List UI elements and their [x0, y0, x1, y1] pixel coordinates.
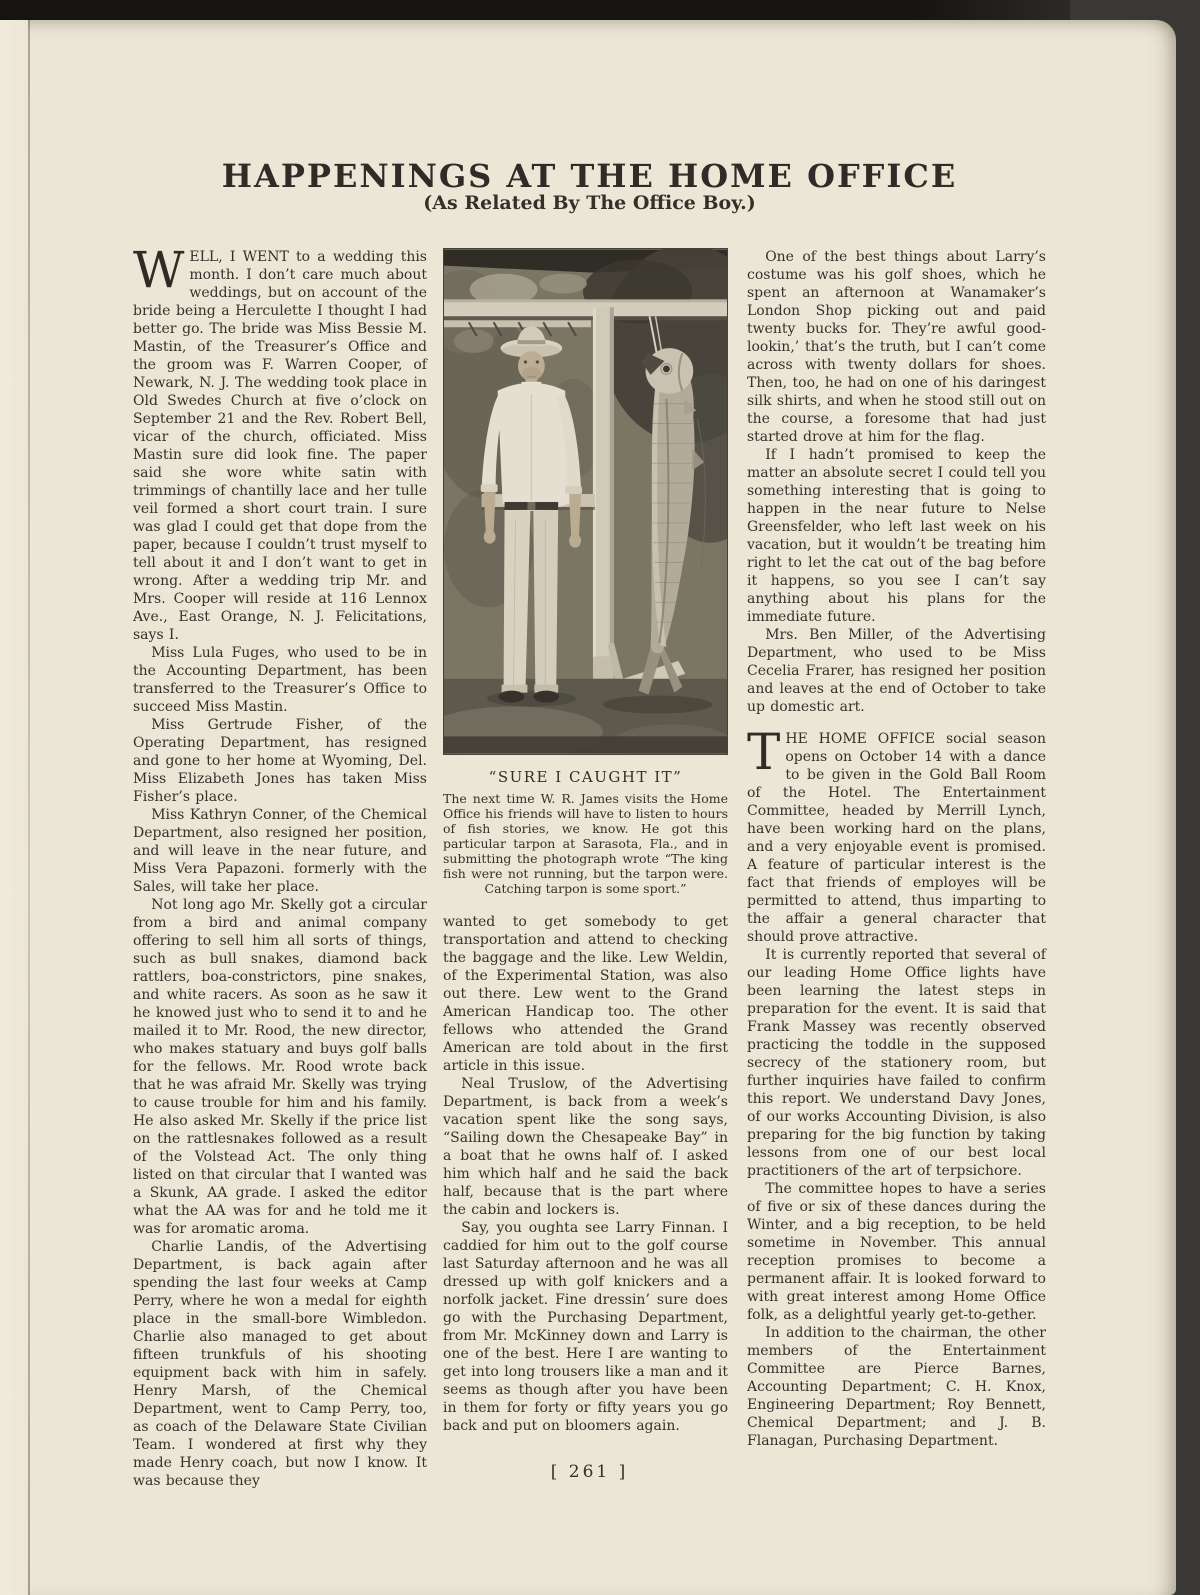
- lead-caps: ELL, I WENT: [189, 249, 289, 265]
- binding-shadow-bar: [0, 0, 1070, 20]
- page-edge: [0, 20, 28, 1595]
- paragraph: One of the best things about Larry’s costume was his golf shoes, which he spent an afternoon at Wanamaker’s London Shop picking out and paid twenty bucks for. They’re awful good-lookin,’ that’s the truth, but I can’t come across with twenty dollars for shoes. Then, too, he had on one of his daringest silk shirts, and when he stood still out on the course, a foresome that had just started drove at him for the flag.: [747, 249, 1046, 445]
- column-3: [747, 248, 1046, 1450]
- drop-cap-w: W: [133, 241, 185, 299]
- paragraph: Not long ago Mr. Skelly got a circular from a bird and animal company offering to sell him all sorts of things, such as bull snakes, diamond back rattlers, boa-constrictors, pine snakes, and white racers. As soon as he saw it he knowed just who to send it to and he mailed it to Mr. Rood, the new director, who makes statuary and buys golf balls for the fellows. Mr. Rood wrote back that he was afraid Mr. Skelly was trying to cause trouble for him and his family. He also asked Mr. Skelly if the price list on the rattlesnakes followed as a result of the Volstead Act. The only thing listed on that circular that I wanted was a Skunk, AA grade. I asked the editor what the AA was for and he told me it was for aromatic aroma.: [133, 897, 427, 1237]
- lead-caps: HE HOME OFFICE: [785, 731, 936, 747]
- paragraph: Neal Truslow, of the Advertising Department, is back from a week’s vacation spent like the song says, “Sailing down the Chesapeake Bay” in a boat that he owns half of. I asked him which half and he said the back half, because that is the part where the cabin and lockers is.: [443, 1076, 728, 1218]
- page-number: [ 261 ]: [550, 1462, 629, 1482]
- paragraph: wanted to get somebody to get transportation and attend to checking the baggage and the like. Lew Weldin, of the Experimental Station, was also out there. Lew went to the Grand American Handicap too. The other fellows who attended the Grand American are told about in the first article in this issue.: [443, 914, 728, 1074]
- drop-cap-t: T: [747, 723, 781, 781]
- paragraph: Miss Kathryn Conner, of the Chemical Department, also resigned her position, and will leave in the near future, and Miss Vera Papazoni. formerly with the Sales, will take her place.: [133, 807, 427, 895]
- page-title: HAPPENINGS AT THE HOME OFFICE: [221, 157, 958, 196]
- paragraph-text: to a wedding this month. I don’t care much about weddings, but on account of the bride being a Herculette I thought I had better go. The bride was Miss Bessie M. Mastin, of the Treasurer’s Office and the groom was F. Warren Cooper, of Newark, N. J. The wedding took place in Old Swedes Church at five o’clock on September 21 and the Rev. Robert Bell, vicar of the church, officiated. Miss Mastin sure did look fine. The paper said she wore white satin with trimmings of chantilly lace and her tulle veil formed a short court train. I sure was glad I could get that dope from the paper, because I couldn’t trust myself to tell about it and I don’t want to get in wrong. After a wedding trip Mr. and Mrs. Cooper will reside at 116 Lennox Ave., East Orange, N. J. Felicitations, says I.: [133, 249, 427, 643]
- photo-caption: The next time W. R. James visits the Home Office his friends will have to listen to hours of fish stories, we know. He got this particular tarpon at Sarasota, Fla., and in submitting the photograph wrote “The king fish were not running, but the tarpon were. Catching tarpon is some sport.”: [443, 791, 728, 896]
- photo-caption-title: “SURE I CAUGHT IT”: [488, 768, 683, 786]
- page-crease-line: [28, 20, 30, 1595]
- paragraph: [747, 723, 1046, 946]
- paragraph-text: social season opens on October 14 with a dance to be given in the Gold Ball Room of the Hotel. The Entertainment Committee, headed by Merrill Lynch, have been working hard on the plans, and a very enjoyable event is promised. A feature of particular interest is the fact that friends of employes will be permitted to attend, thus imparting to the affair a general character that should prove attractive.: [747, 731, 1046, 945]
- paragraph: Miss Lula Fuges, who used to be in the Accounting Department, has been transferred to the Treasurer’s Office to succeed Miss Mastin.: [133, 645, 427, 715]
- paragraph: [133, 241, 427, 644]
- paragraph: Miss Gertrude Fisher, of the Operating Department, has resigned and gone to her home at Wyoming, Del. Miss Elizabeth Jones has taken Miss Fisher’s place.: [133, 717, 427, 805]
- column-1: [133, 241, 427, 1490]
- tarpon-photo: [443, 248, 728, 755]
- magazine-page: [0, 20, 1176, 1595]
- column-2: [443, 248, 728, 1435]
- paragraph: It is currently reported that several of our leading Home Office lights have been learning the latest steps in preparation for the event. It is said that Frank Massey was recently observed practicing the toddle in the supposed secrecy of the stationery room, but further inquiries have failed to confirm this report. We understand Davy Jones, of our works Accounting Division, is also preparing for the big function by taking lessons from one of our best local practitioners of the art of terpsichore.: [747, 947, 1046, 1179]
- paragraph: Charlie Landis, of the Advertising Department, is back again after spending the last four weeks at Camp Perry, where he won a medal for eighth place in the small-bore Wimbledon. Charlie also managed to get about fifteen trunkfuls of his shooting equipment back with him in safely. Henry Marsh, of the Chemical Department, went to Camp Perry, too, as coach of the Delaware State Civilian Team. I wondered at first why they made Henry coach, but now I know. It was because they: [133, 1239, 427, 1489]
- paragraph: Mrs. Ben Miller, of the Advertising Department, who used to be Miss Cecelia Frarer, has resigned her position and leaves at the end of October to take up domestic art.: [747, 627, 1046, 715]
- paragraph: Say, you oughta see Larry Finnan. I caddied for him out to the golf course last Saturday afternoon and he was all dressed up with golf knickers and a norfolk jacket. Fine dressin’ sure does go with the Purchasing Department, from Mr. McKinney down and Larry is one of the best. Here I are wanting to get into long trousers like a man and it seems as though after you have been in them for forty or fifty years you go back and put on bloomers again.: [443, 1220, 728, 1434]
- page-subtitle: (As Related By The Office Boy.): [423, 192, 756, 214]
- paragraph: The committee hopes to have a series of five or six of these dances during the Winter, and a big reception, to be held sometime in November. This annual reception promises to become a permanent affair. It is looked forward to with great interest among Home Office folk, as a delightful yearly get-to-gether.: [747, 1181, 1046, 1323]
- paragraph: If I hadn’t promised to keep the matter an absolute secret I could tell you something interesting that is going to happen in the near future to Nelse Greensfelder, who left last week on his vacation, but it wouldn’t be treating him right to let the cat out of the bag before it happens, so you see I can’t say anything about his plans for the immediate future.: [747, 447, 1046, 625]
- paragraph: In addition to the chairman, the other members of the Entertainment Committee are Pierce Barnes, Accounting Department; C. H. Knox, Engineering Department; Roy Bennett, Chemical Department; and J. B. Flanagan, Purchasing Department.: [747, 1325, 1046, 1449]
